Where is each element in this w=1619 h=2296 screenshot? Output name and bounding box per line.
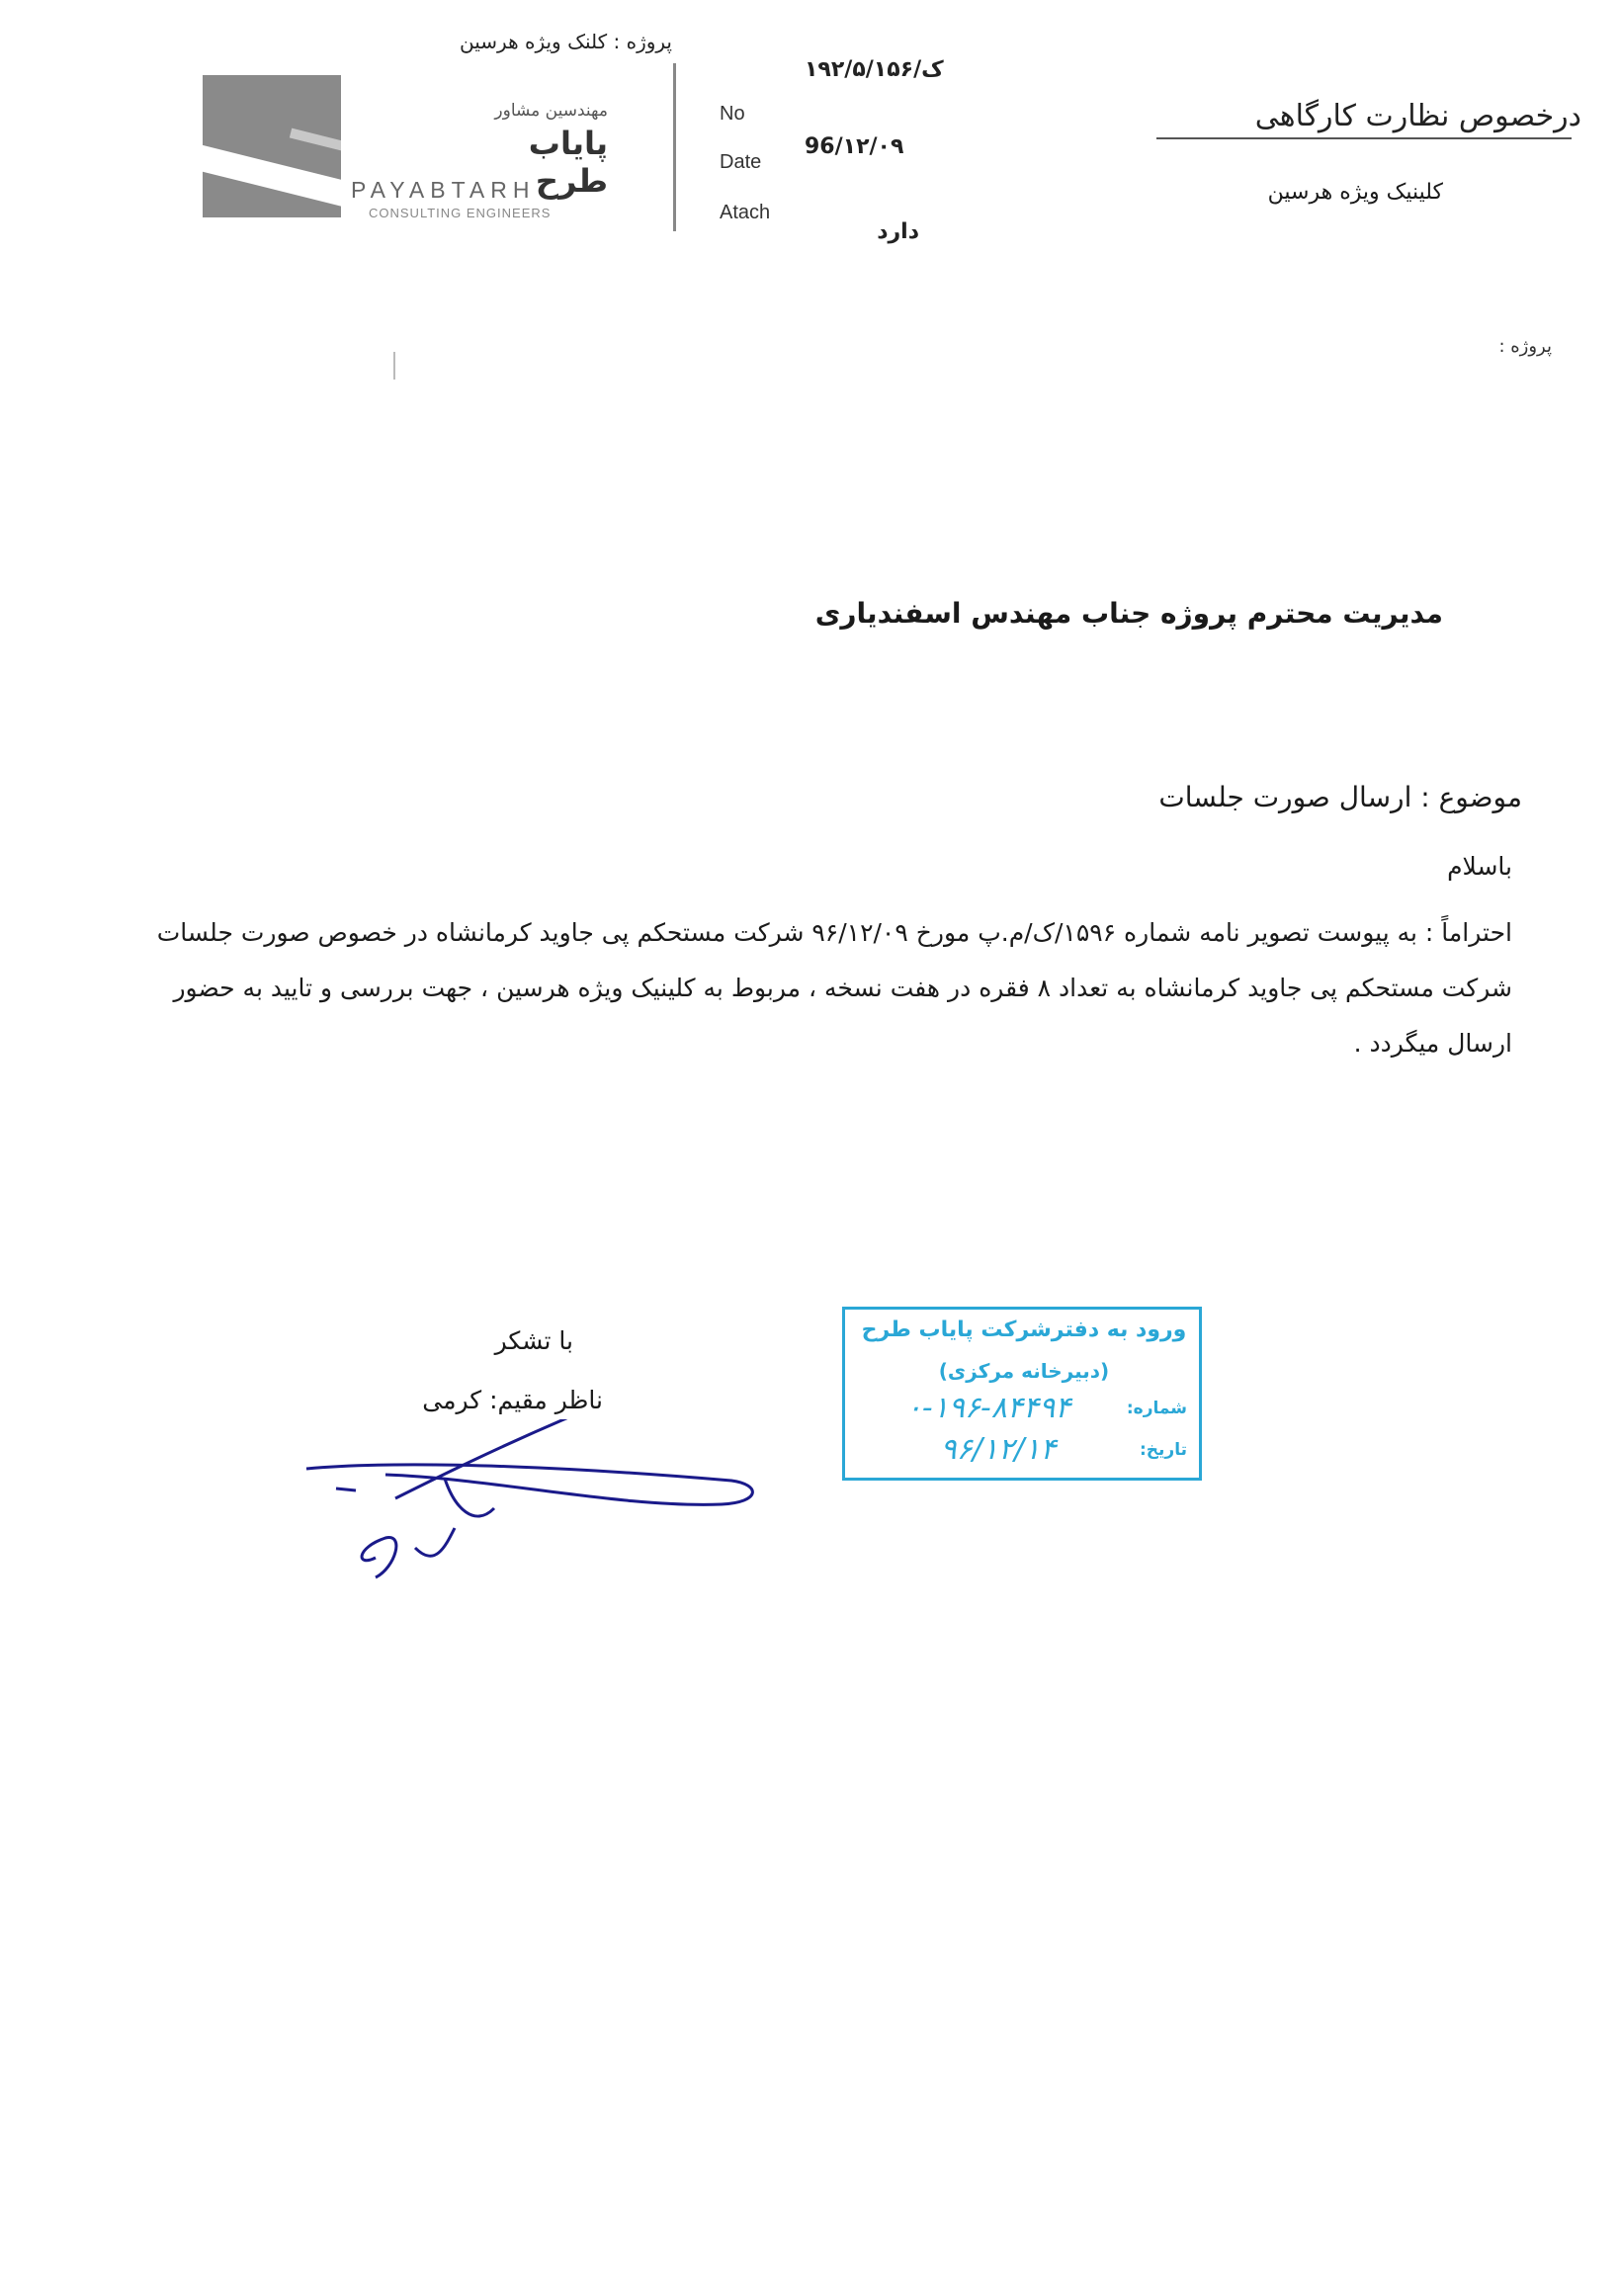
stamp-number-label: شماره:	[1126, 1399, 1187, 1418]
closing-thanks: با تشکر	[494, 1326, 573, 1355]
logo-name-fa: پایاب طرح	[528, 125, 608, 200]
header-divider	[673, 63, 676, 231]
logo-subtitle-en: CONSULTING ENGINEERS	[369, 206, 552, 220]
project-label: پروژه :	[1498, 336, 1552, 357]
letter-number-label: No	[720, 103, 745, 125]
signatory-name: ناظر مقیم: کرمی	[422, 1386, 603, 1414]
letter-title: درخصوص نظارت کارگاهی	[1254, 99, 1581, 133]
recipient-line: مدیریت محترم پروژه جناب مهندس اسفندیاری	[814, 597, 1443, 630]
company-logo	[203, 75, 677, 223]
subject-line: موضوع : ارسال صورت جلسات	[1158, 781, 1522, 813]
stamp-title: ورود به دفترشرکت پایاب طرح	[861, 1318, 1187, 1342]
stamp-number-value: ۰-۱۹۶-۸۴۴۹۴	[905, 1391, 1071, 1425]
letter-body-paragraph: احتراماً : به پیوست تصویر نامه شماره ۱۵۹۶/ک/م.پ مورخ ۹۶/۱۲/۰۹ شرکت مستحکم پی جاوید کرمانشاه در خصوص صورت جلسات شرکت مستحکم پی جاوید کرمانشاه به تعداد ۸ فقره در هفت نسخه ، مربوط به کلینیک ویژه هرسین ، جهت بررسی و تایید به حضور ارسال میگردد .	[156, 918, 1512, 1058]
handwritten-signature	[297, 1419, 761, 1587]
title-underline	[1156, 137, 1572, 139]
letter-number-value: ۱۹۲/۵/ک/۱۵۶	[805, 57, 944, 82]
letter-date-label: Date	[720, 151, 762, 173]
reception-stamp	[842, 1307, 1202, 1481]
logo-subtitle-fa: مهندسین مشاور	[494, 101, 608, 121]
logo-mark-icon	[203, 75, 341, 217]
stamp-date-label: تاریخ:	[1140, 1440, 1187, 1460]
letter-subtitle: کلینیک ویژه هرسین	[1267, 180, 1443, 205]
letter-date-value: 96/۱۲/۰۹	[805, 134, 904, 159]
greeting: باسلام	[1447, 852, 1512, 881]
logo-name-en: PAYABTARH	[351, 177, 536, 203]
stamp-subtitle: (دبیرخانه مرکزی)	[938, 1359, 1110, 1383]
margin-mark	[393, 352, 395, 380]
attachment-value: دارد	[877, 219, 919, 244]
attachment-label: Atach	[720, 202, 771, 223]
project-header-text: پروژه : کلنک ویژه هرسین	[460, 30, 672, 53]
stamp-date-value: ۹۶/۱۲/۱۴	[940, 1432, 1057, 1467]
